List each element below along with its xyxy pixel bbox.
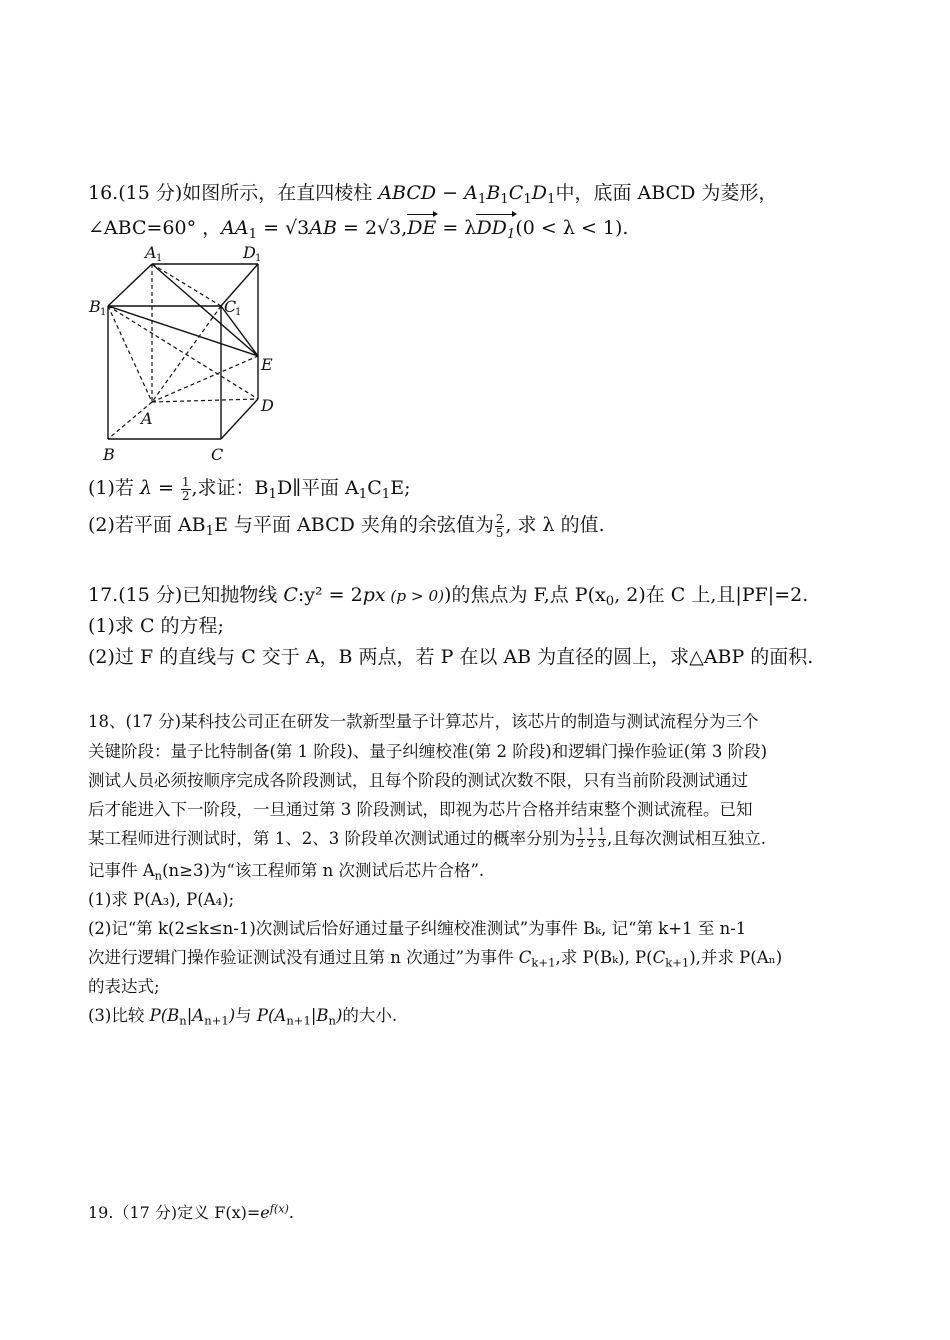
q16-sub: 1 [268,486,277,502]
label-d1-sub: 1 [255,253,262,264]
q17-part1: (1)求 C 的方程; [88,615,224,637]
q16-range: (0 < λ < 1). [515,217,629,239]
q16-a1: A [464,182,478,204]
q16-eq-b: = 2√3, [336,217,408,239]
q18-l5-b: ,且每次测试相互独立. [607,829,767,848]
q17-sub-zero: 0 [605,593,615,609]
q17-b: :y² = 2 [297,584,363,606]
fraction-den: 5 [495,525,504,540]
q16-sub: 1 [358,486,368,502]
fraction-num: 1 [577,827,584,839]
q18-part2-line1: (2)记“第 k(2≤k≤n-1)次测试后恰好通过量子纠缠校准测试”为事件 Bₖ, 记“第 k+1 至 n-1 [88,919,747,938]
q16-eq-c: = λ [436,217,477,239]
q18-l6-sub: n [154,868,163,883]
label-a1: A [145,244,157,262]
q18-sub-n: n [328,1013,336,1028]
diag-a1c1 [152,264,221,306]
q18-sub-n: n [179,1013,187,1028]
q18-part3 [88,1002,397,1027]
label-b1-sub: 1 [100,307,107,318]
q16-p2-c: , 求 λ 的值. [505,514,605,536]
edge-ad [152,399,258,402]
q16-p1-d: C [367,477,382,499]
q18-line5 [88,825,766,851]
q19-a: 19.（17 分)定义 F(x)= [88,1203,261,1222]
q16-p2-a: (2)若平面 AB [88,514,206,536]
edge-a1b1 [108,264,152,306]
q18-l6-b: (n≥3)为“该工程师第 n 次测试后芯片合格”. [162,861,485,880]
q18-bar: |A [186,1006,205,1025]
q16-intro: 16.(15 分)如图所示，在直四棱柱 [88,182,379,204]
q16-line1 [88,178,777,207]
q18-part1: (1)求 P(A₃), P(A₄); [88,890,235,909]
q16-eq-a: = √3 [257,217,310,239]
line-a1e [152,264,258,356]
q16-sub: 1 [500,191,509,207]
q18-sub-np1: n+1 [286,1013,311,1028]
q16-d1: D [531,182,548,204]
q16-p2-b: E 与平面 ABCD 夹角的余弦值为 [214,514,494,536]
q18-l6-a: 记事件 A [88,861,155,880]
fraction-num: 1 [598,827,606,839]
fraction-num: 1 [182,475,190,490]
q16-p1-c: D∥平面 A [277,477,359,499]
q16-p1-e: E; [390,477,411,499]
fraction-den: 3 [598,839,606,850]
q17-d: )的焦点为 F,点 P(x [444,584,606,606]
fraction-num: 2 [495,512,504,527]
line-ae [152,356,258,402]
q18-mid: 与 [235,1006,257,1025]
q17-px: px [362,584,386,606]
label-e: E [261,355,273,374]
q18-p2-b: ,求 P(Bₖ), P( [555,948,653,967]
fraction-num: 1 [588,827,595,839]
q19-e: e [260,1203,270,1222]
edge-cd [221,399,258,439]
fraction-p2 [587,828,596,850]
q16-sub: 1 [547,191,556,207]
q16-part1 [88,473,411,502]
q16-prism-name: ABCD [378,182,437,204]
q16-p1-b: ,求证：B [191,477,269,499]
label-b: B [103,445,115,464]
q16-ab: AB [309,217,337,239]
q18-c: C [518,948,532,967]
q16-sub: 1 [523,191,532,207]
q18-sub-k1: k+1 [665,955,690,970]
q16-aa1: AA [221,217,249,239]
q17-stem [88,580,808,609]
q18-bar2: |B [310,1006,329,1025]
label-a: A [141,409,153,428]
fraction-p3 [598,828,607,850]
q16-comma: ， [196,217,222,239]
q18-p2-c: ),并求 P(Aₙ) [689,948,783,967]
diag-b1d [108,306,258,399]
q16-sub: 1 [205,523,215,539]
q16-vec-dd1 [476,217,515,242]
q17-c: C [283,584,298,606]
q16-part2 [88,510,605,539]
q17-e: , 2)在 C 上,且|PF|=2. [614,584,809,606]
q17-a: 17.(15 分)已知抛物线 [88,584,284,606]
label-a1-sub: 1 [156,253,163,264]
fraction-p1 [576,828,585,850]
q18-part2-line3: 的表达式; [88,977,160,996]
label-c1: C [224,297,237,316]
fraction-half [181,476,191,502]
label-d: D [261,396,274,415]
q18-sub-np1: n+1 [204,1013,229,1028]
q16-angle: ∠ABC=60° [88,217,197,239]
q18-close: ) [228,1006,236,1025]
q19-stem [88,1200,294,1223]
q18-expr2: P(A [256,1006,287,1025]
q16-vec-de: DE [407,217,437,239]
q18-line1: 18、(17 分)某科技公司正在研发一款新型量子计算芯片，该芯片的制造与测试流程分为三个 [88,712,759,731]
fraction-den: 2 [182,488,190,503]
fraction-den: 2 [577,839,584,850]
q18-line6 [88,857,484,882]
q17-cond: (p > 0) [385,587,445,605]
q18-p3-b: 的大小. [342,1006,398,1025]
fraction-two-fifths [495,513,505,539]
q18-sub-k1: k+1 [531,955,556,970]
q19-fx: f(x) [269,1202,289,1216]
q16-p1-prefix: (1)若 [88,477,140,499]
q18-line4: 后才能进入下一阶段，一旦通过第 3 阶段测试，即视为芯片合格并结束整个测试流程。已知 [88,800,753,819]
label-b1: B [89,297,101,316]
q16-base-desc: 中，底面 ABCD 为菱形， [555,182,778,204]
diag-b1a [108,306,152,402]
prism-figure [85,244,285,469]
label-d1: D [243,244,256,262]
q16-sub: 1 [381,486,391,502]
q17-part2: (2)过 F 的直线与 C 交于 A，B 两点，若 P 在以 AB 为直径的圆上，求△ABP 的面积. [88,646,814,668]
q16-b1: B [486,182,501,204]
q18-part2-line2 [88,944,782,969]
q18-l5-a: 某工程师进行测试时，第 1、2、3 阶段单次测试通过的概率分别为 [88,829,576,848]
q18-expr1: P(B [149,1006,180,1025]
q16-sub: 1 [248,226,258,242]
q18-c: C [652,948,666,967]
q16-sub: 1 [477,191,487,207]
q16-line2 [88,213,628,242]
q16-minus: − [436,182,465,204]
q18-close: ) [335,1006,343,1025]
q18-line2: 关键阶段：量子比特制备(第 1 阶段)、量子纠缠校准(第 2 阶段)和逻辑门操作验证(第 3 阶段) [88,742,768,761]
label-c1-sub: 1 [235,307,242,318]
q19-dot: . [288,1203,294,1222]
q16-c1: C [508,182,524,204]
q18-p3-a: (3)比较 [88,1006,150,1025]
q16-lambda-eq: λ = [139,477,181,499]
label-c: C [211,445,224,464]
q18-line3: 测试人员必须按顺序完成各阶段测试，且每个阶段的测试次数不限，只有当前阶段测试通过 [88,771,748,790]
q16-dd1-label: DD [476,217,507,239]
q16-sub: 1 [506,226,516,242]
fraction-den: 2 [588,839,595,850]
q18-p2-a: 次进行逻辑门操作验证测试没有通过且第 n 次通过”为事件 [88,948,519,967]
